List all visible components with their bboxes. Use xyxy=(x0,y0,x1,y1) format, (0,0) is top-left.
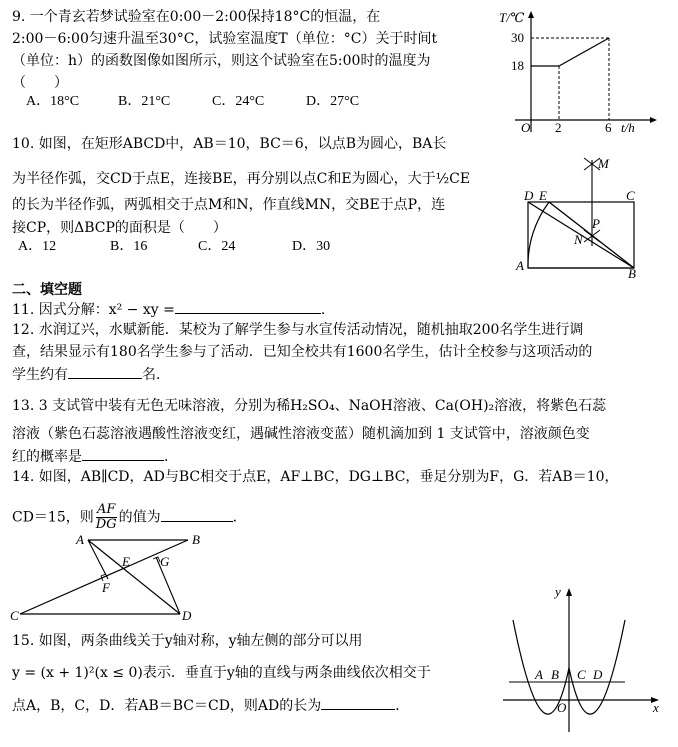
q13-answer-blank xyxy=(82,446,164,461)
q15-end: ． xyxy=(395,698,410,714)
q15-answer-blank xyxy=(321,695,395,710)
q15-label-d: D xyxy=(593,667,603,682)
q9-x-tick-6: 6 xyxy=(605,120,612,135)
q12-line-2: 查，结果显示有180名学生参与了活动．已知全校共有1600名学生，估计全校参与这项活动的 xyxy=(12,344,593,360)
q9-y-axis-label: T/℃ xyxy=(499,10,525,25)
q13-line-1: 13. 3 支试管中装有无色无味溶液，分别为稀H₂SO₄、NaOH溶液、Ca(OH)₂溶液，将紫色石蕊 xyxy=(12,398,607,414)
q12-line-3 xyxy=(12,364,170,384)
q14-label-b: B xyxy=(192,532,200,547)
q10-label-m: M xyxy=(598,156,609,171)
q14-text-a: CD＝15，则 xyxy=(12,509,94,526)
q15-line-3 xyxy=(12,695,409,715)
q11-line xyxy=(12,299,325,319)
q13-line-3 xyxy=(12,446,178,466)
q13-text: 红的概率是 xyxy=(12,449,82,465)
q15-y-axis-label: y xyxy=(555,584,561,599)
q10-line-3: 的长为半径作弧，两弧相交于点M和N，作直线MN，交BE于点P，连 xyxy=(12,197,446,213)
q10-label-c: C xyxy=(626,188,635,203)
q11-text: 11. 因式分解：x² − xy = xyxy=(12,302,175,318)
q11-answer-blank xyxy=(175,299,321,314)
q9-option-b: B．21°C xyxy=(118,94,171,109)
q14-label-a: A xyxy=(76,532,84,547)
q10-label-d: D xyxy=(524,188,534,203)
q14-text-b: 的值为 xyxy=(118,509,161,526)
q10-label-a: A xyxy=(516,258,524,273)
q9-origin-label: O xyxy=(521,120,531,135)
q9-option-c: C．24°C xyxy=(212,94,265,109)
q14-label-c: C xyxy=(10,608,19,623)
q14-end: ． xyxy=(232,509,247,526)
q10-line-4: 接CP，则ΔBCP的面积是（ ） xyxy=(12,220,227,236)
q15-x-axis-label: x xyxy=(653,700,659,715)
q15-label-c: C xyxy=(577,667,586,682)
q10-option-a: A．12 xyxy=(18,239,57,254)
q10-options xyxy=(18,238,330,256)
q9-line-1: 9. 一个青玄若梦试验室在0:00－2:00保持18°C的恒温，在 xyxy=(12,9,381,25)
q14-line-2 xyxy=(12,503,247,532)
q12-answer-blank xyxy=(68,364,142,379)
q15-parabola-graph xyxy=(495,582,675,744)
q12-text: 学生约有 xyxy=(12,367,68,383)
q13-end: ． xyxy=(164,449,178,465)
q9-line-3: （单位：h）的函数图像如图所示，则这个试验室在5:00时的温度为 xyxy=(12,53,431,69)
q9-temperature-graph xyxy=(499,4,670,136)
q9-line-4: （ ） xyxy=(12,75,68,91)
q11-end: . xyxy=(320,302,326,318)
q15-text: 点A，B，C，D．若AB＝BC＝CD，则AD的长为 xyxy=(12,698,322,714)
q14-fraction-denominator: DG xyxy=(95,517,117,532)
q14-label-g: G xyxy=(160,554,170,569)
q14-fraction xyxy=(96,503,117,532)
q10-option-b: B．16 xyxy=(110,239,148,254)
q12-end: 名． xyxy=(142,367,170,383)
section-2-heading: 二、填空题 xyxy=(12,282,82,298)
q9-option-a: A．18°C xyxy=(26,94,80,109)
q10-rectangle-figure xyxy=(514,150,644,280)
q10-label-n: N xyxy=(574,232,583,247)
q10-line-1: 10. 如图，在矩形ABCD中，AB＝10，BC＝6，以点B为圆心，BA长 xyxy=(12,136,447,152)
q9-x-axis-label: t/h xyxy=(621,120,635,135)
q14-label-e: E xyxy=(122,554,130,569)
q15-label-b: B xyxy=(551,667,559,682)
q10-option-d: D．30 xyxy=(292,239,331,254)
q9-x-tick-2: 2 xyxy=(555,120,562,135)
q9-y-tick-30: 30 xyxy=(511,30,524,45)
q10-option-c: C．24 xyxy=(198,239,236,254)
q14-line-1: 14. 如图，AB∥CD，AD与BC相交于点E，AF⊥BC，DG⊥BC，垂足分别为F，G．若AB＝10， xyxy=(12,469,619,485)
q9-option-d: D．27°C xyxy=(306,94,360,109)
q15-line-2: y = (x + 1)²(x ≤ 0)表示．垂直于y轴的直线与两条曲线依次相交于 xyxy=(12,665,431,681)
q9-y-tick-18: 18 xyxy=(511,58,524,73)
q12-line-1: 12. 水润辽兴，水赋新能．某校为了解学生参与水宣传活动情况，随机抽取200名学生进行调 xyxy=(12,322,584,338)
q10-label-e: E xyxy=(539,188,547,203)
q14-label-d: D xyxy=(182,608,192,623)
q9-line-2: 2:00－6:00匀速升温至30°C，试验室温度T（单位：°C）关于时间t xyxy=(12,31,438,47)
q14-fraction-numerator: AF xyxy=(96,502,116,517)
q9-options xyxy=(26,93,359,111)
q14-answer-blank xyxy=(161,507,233,522)
q13-line-2: 溶液（紫色石蕊溶液遇酸性溶液变红，遇碱性溶液变蓝）随机滴加到 1 支试管中，溶液颜色变 xyxy=(12,426,590,442)
q14-parallel-lines-figure xyxy=(8,532,208,624)
q15-line-1: 15. 如图，两条曲线关于y轴对称，y轴左侧的部分可以用 xyxy=(12,633,363,649)
q10-line-2: 为半径作弧，交CD于点E，连接BE，再分别以点C和E为圆心，大于½CE xyxy=(12,171,471,187)
q10-label-b: B xyxy=(628,266,636,281)
q10-label-p: P xyxy=(592,216,600,231)
q15-label-a: A xyxy=(535,667,543,682)
q14-label-f: F xyxy=(102,580,110,595)
q15-origin-label: O xyxy=(557,700,567,715)
